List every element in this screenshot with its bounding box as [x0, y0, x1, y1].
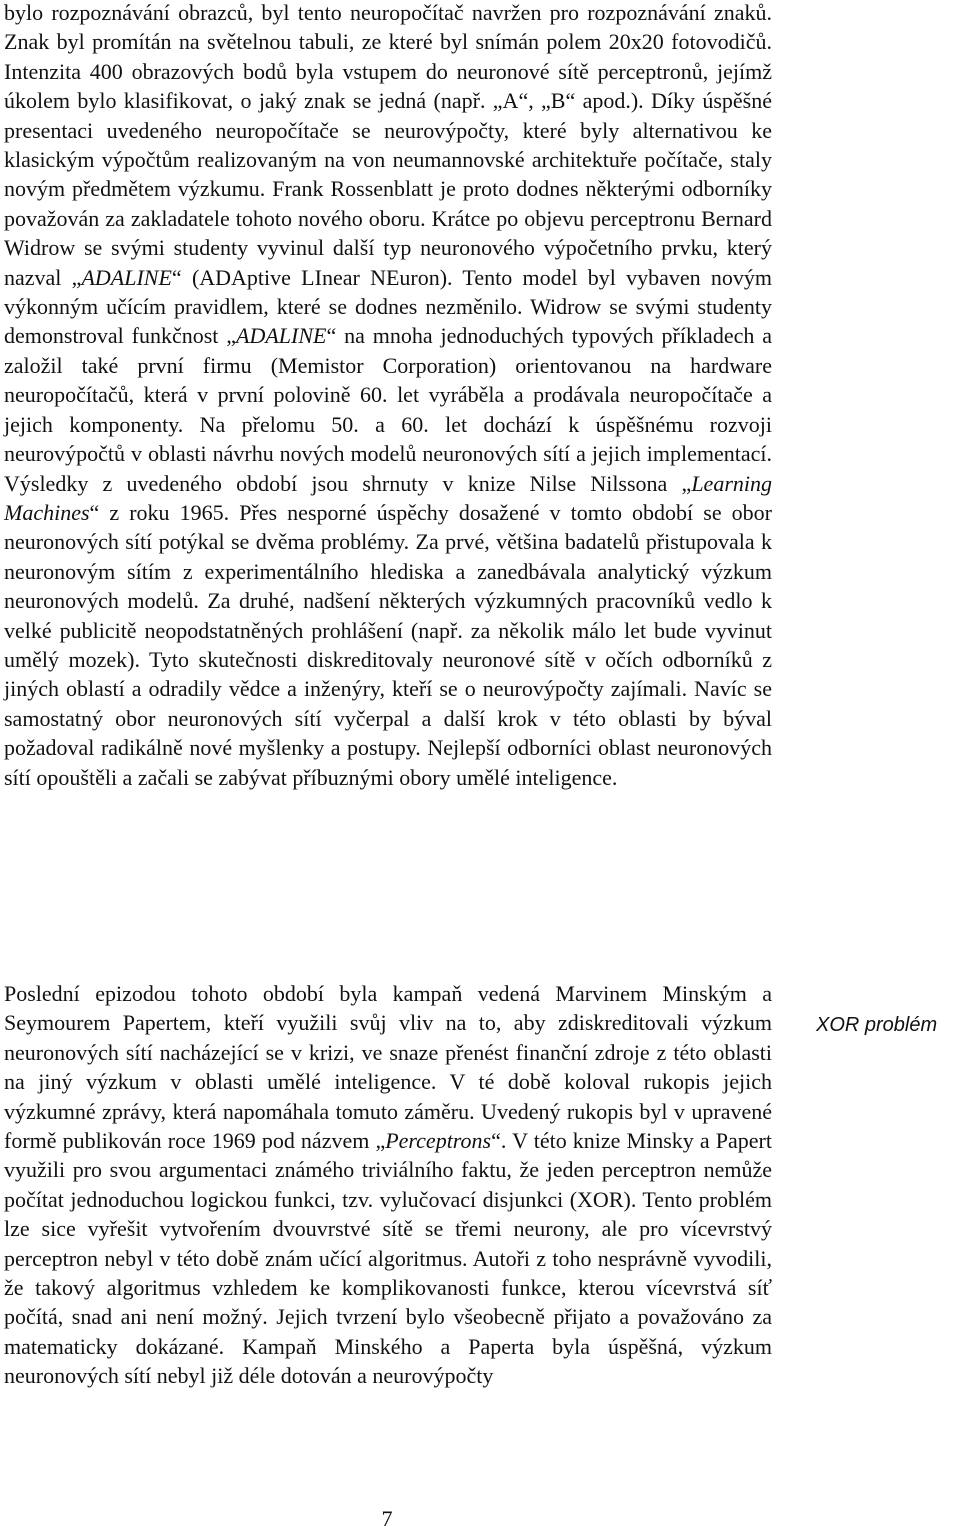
text-run: bylo rozpoznávání obrazců, byl tento neuropočítač navržen pro rozpoznávání znaků. Znak byl promítán na světelnou tabuli, ze které byl snímán polem 20x20 fotovodičů. Intenzita 400 obrazových bodů byla vstupem do neuronové sítě perceptronů, jejímž úkolem bylo klasifikovat, o jaký znak se jedná (např. „A“, „B“ apod.). Díky úspěšné presentaci uvedeného neuropočítače se neurovýpočty, které byly alternativou ke klasickým výpočtům realizovaným na von neumannovské architektuře počítače, staly novým předmětem výzkumu. Frank Rossenblatt je proto dodnes některými odborníky považován za zakladatele tohoto nového oboru. Krátce po objevu perceptronu Bernard Widrow se svými studenty vyvinul další typ neuronového výpočetního prvku, který nazval „: [4, 0, 772, 290]
text-run: “ na mnoha jednoduchých typových příkladech a založil také první firmu (Memistor Corporation) orientovanou na hardware neuropočítačů, která v první polovině 60. let vyráběla a prodávala neuropočítače a jejich komponenty. Na přelomu 50. a 60. let dochází k úspěšnému rozvoji neurovýpočtů v oblasti návrhu nových modelů neuronových sítí a jejich implementací. Výsledky z uvedeného období jsou shrnuty v knize Nilse Nilssona „: [4, 323, 772, 496]
text-run: “ (ADAptive LInear NEuron). Tento model byl vybaven novým výkonným učícím pravidlem, které se dodnes nezměnilo. Widrow se svými studenty demonstroval funkčnost „: [4, 264, 773, 349]
italic-term: ADALINE: [236, 323, 327, 349]
paragraph-neurocomputer-history: [4, 0, 772, 792]
paragraph-minsky-papert: [4, 979, 772, 1391]
text-run: Poslední epizodou tohoto období byla kampaň vedená Marvinem Minským a Seymourem Papertem, kteří využili svůj vliv na to, aby zdiskreditovali výzkum neuronových sítí nacházející se v krizi, ve snaze přenést finanční zdroje z této oblasti na jiný výzkum v oblasti umělé inteligence. V té době koloval rukopis jejich výzkumné zprávy, která napomáhala tomuto záměru. Uvedený rukopis byl v upravené formě publikován roce 1969 pod názvem „: [4, 981, 772, 1154]
italic-term: Perceptrons: [385, 1128, 492, 1154]
italic-term: ADALINE: [81, 264, 172, 290]
italic-term: Learning Machines: [4, 470, 772, 525]
margin-note-xor: XOR problém: [816, 1014, 938, 1036]
text-run: “ z roku 1965. Přes nesporné úspěchy dosažené v tomto období se obor neuronových sítí potýkal se dvěma problémy. Za prvé, většina badatelů přistupovala k neuronovým sítím z experimentálního hlediska a zanedbávala analytický výzkum neuronových modelů. Za druhé, nadšení některých výzkumných pracovníků vedlo k velké publicitě neopodstatněných prohlášení (např. za několik málo let bude vyvinut umělý mozek). Tyto skutečnosti diskreditovaly neuronové sítě v očích odborníků z jiných oblastí a odradily vědce a inženýry, kteří se o neurovýpočty zajímali. Navíc se samostatný obor neuronových sítí vyčerpal a další krok v této oblasti by býval požadoval radikálně nové myšlenky a postupy. Nejlepší odborníci oblast neuronových sítí opouštěli a začali se zabývat příbuznými obory umělé inteligence.: [4, 499, 772, 790]
text-run: “. V této knize Minsky a Papert využili pro svou argumentaci známého triviálního faktu, že jeden perceptron nemůže počítat jednoduchou logickou funkci, tzv. vylučovací disjunkci (XOR). Tento problém lze sice vyřešit vytvořením dvouvrstvé sítě se třemi neurony, ale pro vícevrstvý perceptron nebyl v této době znám učící algoritmus. Autoři z toho nesprávně vyvodili, že takový algoritmus vzhledem ke komplikovanosti funkce, kterou vícevrstvá síť počítá, snad ani není možný. Jejich tvrzení bylo všeobecně přijato a považováno za matematicky dokázané. Kampaň Minského a Paperta byla úspěšná, výzkum neuronových sítí nebyl již déle dotován a neurovýpočty: [4, 1128, 772, 1389]
page-number: 7: [381, 1506, 393, 1531]
